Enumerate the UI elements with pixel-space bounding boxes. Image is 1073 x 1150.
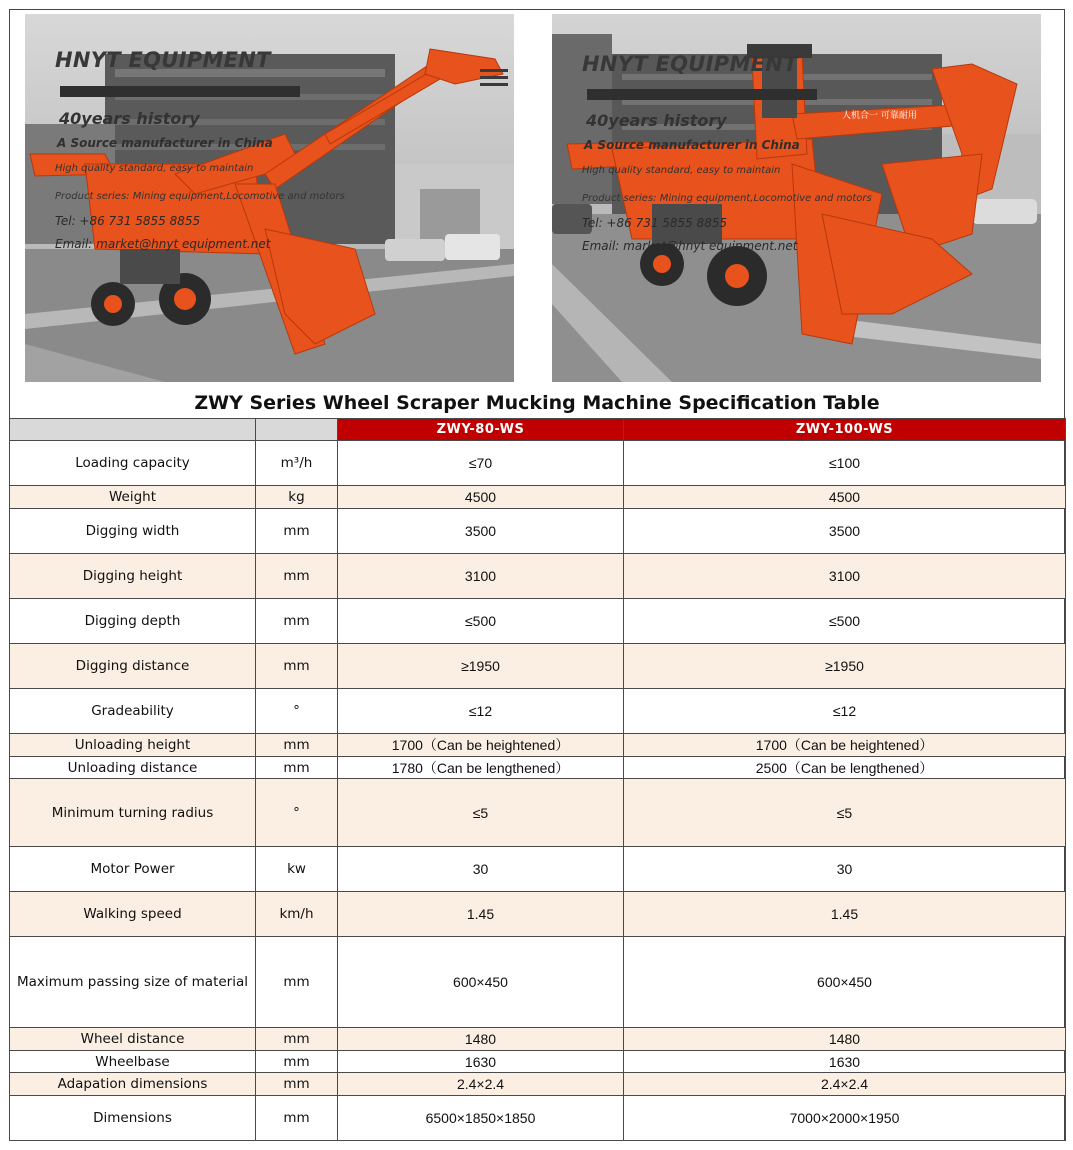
unit-cell: mm xyxy=(256,509,338,554)
value-cell-zwy-80: ≤5 xyxy=(338,779,624,847)
value-cell-zwy-100: 4500 xyxy=(624,486,1066,509)
watermark-email: Email: market@hnyt equipment.net xyxy=(582,239,798,253)
param-cell: Digging height xyxy=(10,554,256,599)
watermark-source: A Source manufacturer in China xyxy=(584,138,800,152)
value-cell-zwy-80: 30 xyxy=(338,847,624,892)
model-header-zwy-80: ZWY-80-WS xyxy=(338,419,624,441)
value-cell-zwy-80: 2.4×2.4 xyxy=(338,1073,624,1096)
value-cell-zwy-100: 600×450 xyxy=(624,937,1066,1028)
value-cell-zwy-100: 7000×2000×1950 xyxy=(624,1096,1066,1141)
table-row xyxy=(10,441,1066,486)
unit-cell: mm xyxy=(256,644,338,689)
watermark-tel: Tel: +86 731 5855 8855 xyxy=(55,214,201,228)
value-cell-zwy-100: ≤12 xyxy=(624,689,1066,734)
watermark-products: Product series: Mining equipment,Locomotive and motors xyxy=(55,191,345,202)
value-cell-zwy-100: 30 xyxy=(624,847,1066,892)
watermark-tel: Tel: +86 731 5855 8855 xyxy=(582,216,728,230)
watermark-quality: High quality standard, easy to maintain xyxy=(55,163,254,174)
param-cell: Unloading height xyxy=(10,734,256,757)
param-cell: Adapation dimensions xyxy=(10,1073,256,1096)
table-row xyxy=(10,486,1066,509)
table-row xyxy=(10,509,1066,554)
unit-cell: mm xyxy=(256,757,338,779)
watermark-brand: HNYT EQUIPMENT xyxy=(55,48,271,72)
param-cell: Unloading distance xyxy=(10,757,256,779)
value-cell-zwy-100: 1480 xyxy=(624,1028,1066,1051)
watermark-email: Email: market@hnyt equipment.net xyxy=(55,237,271,251)
table-row xyxy=(10,1096,1066,1141)
watermark-brand: HNYT EQUIPMENT xyxy=(582,52,798,76)
table-row xyxy=(10,1051,1066,1073)
value-cell-zwy-100: 2500（Can be lengthened） xyxy=(624,757,1066,779)
unit-cell: kw xyxy=(256,847,338,892)
param-cell: Wheelbase xyxy=(10,1051,256,1073)
spec-table xyxy=(9,418,1066,1141)
param-cell: Maximum passing size of material xyxy=(10,937,256,1028)
unit-cell: mm xyxy=(256,599,338,644)
watermark-bar xyxy=(587,89,817,100)
value-cell-zwy-100: 3500 xyxy=(624,509,1066,554)
table-row xyxy=(10,644,1066,689)
watermark-bar xyxy=(60,86,300,97)
value-cell-zwy-80: 1700（Can be heightened） xyxy=(338,734,624,757)
watermark-products: Product series: Mining equipment,Locomotive and motors xyxy=(582,193,872,204)
value-cell-zwy-100: 1.45 xyxy=(624,892,1066,937)
model-header-zwy-100: ZWY-100-WS xyxy=(624,419,1066,441)
value-cell-zwy-100: 1630 xyxy=(624,1051,1066,1073)
value-cell-zwy-80: 3500 xyxy=(338,509,624,554)
value-cell-zwy-100: ≤5 xyxy=(624,779,1066,847)
value-cell-zwy-80: ≤12 xyxy=(338,689,624,734)
unit-cell: mm xyxy=(256,734,338,757)
product-photo-zwy-80 xyxy=(25,14,514,382)
watermark-history: 40years history xyxy=(59,109,200,128)
value-cell-zwy-80: 600×450 xyxy=(338,937,624,1028)
value-cell-zwy-100: 1700（Can be heightened） xyxy=(624,734,1066,757)
param-cell: Gradeability xyxy=(10,689,256,734)
param-cell: Walking speed xyxy=(10,892,256,937)
table-row xyxy=(10,779,1066,847)
table-row xyxy=(10,1073,1066,1096)
unit-cell: mm xyxy=(256,554,338,599)
watermark-source: A Source manufacturer in China xyxy=(57,136,273,150)
param-cell: Minimum turning radius xyxy=(10,779,256,847)
value-cell-zwy-100: 2.4×2.4 xyxy=(624,1073,1066,1096)
table-row xyxy=(10,734,1066,757)
unit-cell: ° xyxy=(256,689,338,734)
unit-cell: kg xyxy=(256,486,338,509)
param-cell: Digging width xyxy=(10,509,256,554)
param-cell: Loading capacity xyxy=(10,441,256,486)
value-cell-zwy-80: 1630 xyxy=(338,1051,624,1073)
value-cell-zwy-80: 1.45 xyxy=(338,892,624,937)
param-cell: Digging distance xyxy=(10,644,256,689)
value-cell-zwy-80: 6500×1850×1850 xyxy=(338,1096,624,1141)
watermark-history: 40years history xyxy=(586,111,727,130)
value-cell-zwy-100: 3100 xyxy=(624,554,1066,599)
table-row xyxy=(10,554,1066,599)
header-unit-cell xyxy=(256,419,338,441)
value-cell-zwy-80: 3100 xyxy=(338,554,624,599)
cab-slogan: 人机合一 可靠耐用 xyxy=(842,111,917,121)
value-cell-zwy-80: ≥1950 xyxy=(338,644,624,689)
value-cell-zwy-100: ≤100 xyxy=(624,441,1066,486)
table-header-row xyxy=(10,419,1066,441)
value-cell-zwy-80: 1480 xyxy=(338,1028,624,1051)
param-cell: Wheel distance xyxy=(10,1028,256,1051)
product-photo-zwy-100 xyxy=(552,14,1041,382)
value-cell-zwy-80: ≤70 xyxy=(338,441,624,486)
table-row xyxy=(10,1028,1066,1051)
unit-cell: ° xyxy=(256,779,338,847)
table-row xyxy=(10,757,1066,779)
table-row xyxy=(10,599,1066,644)
table-row xyxy=(10,689,1066,734)
unit-cell: mm xyxy=(256,937,338,1028)
unit-cell: mm xyxy=(256,1051,338,1073)
header-param-cell xyxy=(10,419,256,441)
unit-cell: mm xyxy=(256,1073,338,1096)
table-row xyxy=(10,937,1066,1028)
param-cell: Digging depth xyxy=(10,599,256,644)
value-cell-zwy-100: ≤500 xyxy=(624,599,1066,644)
watermark-quality: High quality standard, easy to maintain xyxy=(582,165,781,176)
table-title: ZWY Series Wheel Scraper Mucking Machine Specification Table xyxy=(194,392,880,414)
unit-cell: mm xyxy=(256,1028,338,1051)
unit-cell: m³/h xyxy=(256,441,338,486)
param-cell: Dimensions xyxy=(10,1096,256,1141)
value-cell-zwy-80: 1780（Can be lengthened） xyxy=(338,757,624,779)
table-row xyxy=(10,892,1066,937)
table-row xyxy=(10,847,1066,892)
value-cell-zwy-80: ≤500 xyxy=(338,599,624,644)
value-cell-zwy-80: 4500 xyxy=(338,486,624,509)
unit-cell: mm xyxy=(256,1096,338,1141)
param-cell: Motor Power xyxy=(10,847,256,892)
unit-cell: km/h xyxy=(256,892,338,937)
value-cell-zwy-100: ≥1950 xyxy=(624,644,1066,689)
param-cell: Weight xyxy=(10,486,256,509)
